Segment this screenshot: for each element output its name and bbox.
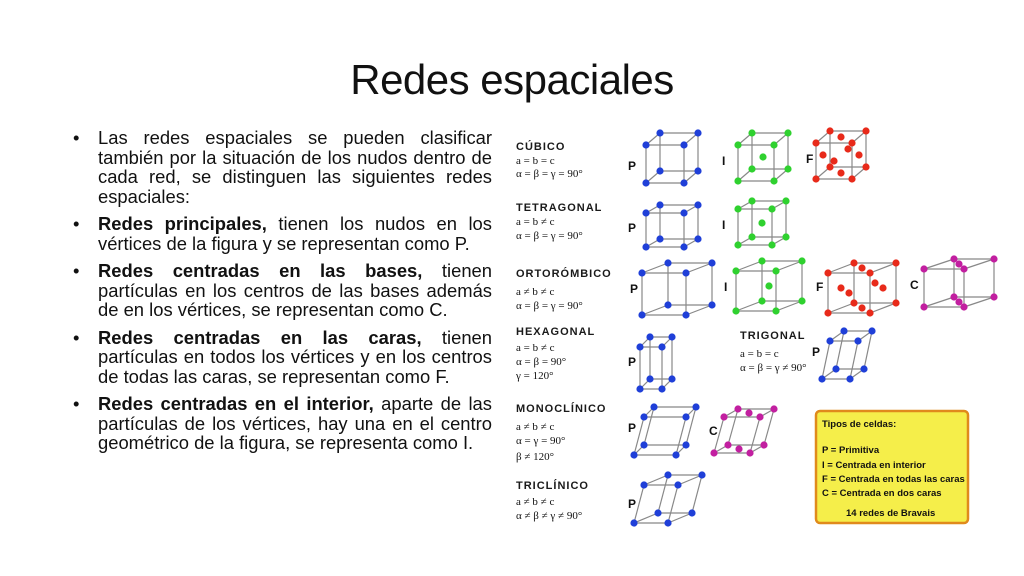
lattice-node — [848, 139, 855, 146]
lattice-node — [955, 260, 962, 267]
cell-edge — [776, 261, 802, 271]
cell-edge — [686, 305, 712, 315]
lattice-node — [845, 289, 852, 296]
lattice-node — [732, 307, 739, 314]
legend-box — [816, 411, 968, 523]
system-name: MONOCLÍNICO — [516, 403, 607, 415]
system-eq: α = β = γ = 90° — [516, 300, 583, 312]
lattice-node — [830, 157, 837, 164]
lattice-node — [638, 311, 645, 318]
lattice-node — [846, 375, 853, 382]
cell-edge — [924, 259, 954, 269]
cell-monoclinic-p — [630, 403, 699, 458]
lattice-node — [658, 343, 665, 350]
lattice-node — [860, 365, 867, 372]
cell-tag: I — [724, 280, 728, 294]
legend-footer: 14 redes de Bravais — [846, 508, 936, 519]
lattice-node — [818, 375, 825, 382]
lattice-node — [826, 127, 833, 134]
system-eq: β ≠ 120° — [516, 451, 555, 463]
lattice-node — [656, 167, 663, 174]
cell-edge — [964, 297, 994, 307]
lattice-node — [862, 163, 869, 170]
lattice-node — [765, 282, 772, 289]
cell-cubic-p — [642, 129, 701, 186]
bravais-lattice-figure — [510, 125, 1000, 540]
cell-tag: P — [628, 355, 637, 369]
lattice-node — [664, 259, 671, 266]
cell-cubic-i — [734, 129, 791, 184]
cell-hexagonal-p — [636, 333, 675, 392]
cell-triclinic-p — [630, 471, 705, 526]
cell-monoclinic-c — [710, 405, 777, 456]
cell-trigonal-p — [818, 327, 875, 382]
lattice-node — [748, 129, 755, 136]
lattice-node — [782, 197, 789, 204]
lattice-node — [759, 153, 766, 160]
lattice-node — [784, 165, 791, 172]
cell-tag: I — [722, 218, 726, 232]
lattice-node — [824, 309, 831, 316]
cell-tag: P — [812, 345, 821, 359]
lattice-node — [720, 413, 727, 420]
lattice-node — [642, 209, 649, 216]
lattice-node — [837, 169, 844, 176]
lattice-node — [868, 327, 875, 334]
lattice-node — [656, 129, 663, 136]
cell-cubic-f — [812, 127, 869, 182]
lattice-node — [638, 269, 645, 276]
lattice-node — [658, 385, 665, 392]
lattice-node — [858, 304, 865, 311]
lattice-node — [694, 129, 701, 136]
lattice-node — [758, 219, 765, 226]
cell-edge — [776, 301, 802, 311]
cell-edge — [668, 485, 678, 523]
lattice-node — [770, 405, 777, 412]
system-eq: α = β = γ = 90° — [516, 168, 583, 180]
system-eq: a = b ≠ c — [516, 216, 555, 228]
cell-tag: P — [628, 421, 637, 435]
bullet-bold: Redes principales, — [98, 213, 267, 234]
lattice-node — [866, 309, 873, 316]
system-eq: a = b = c — [516, 155, 555, 167]
lattice-node — [682, 441, 689, 448]
system-name: TETRAGONAL — [516, 202, 603, 214]
lattice-node — [812, 139, 819, 146]
lattice-node — [688, 509, 695, 516]
cell-edge — [642, 263, 668, 273]
lattice-node — [656, 235, 663, 242]
lattice-node — [682, 413, 689, 420]
cell-edge — [668, 513, 692, 523]
cell-orthorhombic-i — [732, 257, 805, 314]
lattice-node — [734, 241, 741, 248]
bullet-item — [70, 128, 492, 206]
lattice-node — [642, 179, 649, 186]
lattice-node — [674, 481, 681, 488]
lattice-node — [758, 297, 765, 304]
lattice-node — [770, 177, 777, 184]
lattice-node — [680, 179, 687, 186]
lattice-node — [782, 233, 789, 240]
bullet-list — [70, 128, 492, 461]
lattice-node — [734, 405, 741, 412]
lattice-node — [654, 509, 661, 516]
lattice-node — [708, 259, 715, 266]
system-name: TRICLÍNICO — [516, 480, 589, 492]
lattice-node — [682, 311, 689, 318]
lattice-node — [642, 141, 649, 148]
lattice-node — [668, 333, 675, 340]
cell-edge — [870, 303, 896, 313]
lattice-node — [832, 365, 839, 372]
lattice-node — [640, 413, 647, 420]
lattice-node — [990, 255, 997, 262]
lattice-node — [735, 445, 742, 452]
cell-orthorhombic-c — [920, 255, 997, 310]
bullet-text: tienen partículas en todos los vértices y en los centros de todas las caras, se representan como F. — [98, 326, 493, 387]
lattice-node — [694, 235, 701, 242]
system-eq: a = b ≠ c — [516, 342, 555, 354]
cell-edge — [686, 263, 712, 273]
cell-edge — [678, 475, 702, 485]
cell-edge — [850, 341, 858, 379]
lattice-node — [855, 151, 862, 158]
lattice-node — [694, 201, 701, 208]
lattice-node — [858, 264, 865, 271]
system-eq: α = β = γ = 90° — [516, 230, 583, 242]
bullet-dot-icon: • — [73, 326, 80, 348]
lattice-node — [819, 151, 826, 158]
cell-edge — [964, 259, 994, 269]
lattice-node — [680, 209, 687, 216]
lattice-node — [837, 133, 844, 140]
lattice-node — [664, 301, 671, 308]
lattice-node — [710, 449, 717, 456]
lattice-node — [758, 257, 765, 264]
lattice-node — [850, 259, 857, 266]
lattice-node — [664, 519, 671, 526]
legend-title: Tipos de celdas: — [822, 419, 897, 430]
lattice-node — [724, 441, 731, 448]
lattice-node — [866, 269, 873, 276]
lattice-node — [854, 337, 861, 344]
lattice-node — [871, 279, 878, 286]
lattice-node — [748, 197, 755, 204]
cell-edge — [870, 263, 896, 273]
lattice-node — [642, 243, 649, 250]
cell-tag: I — [722, 154, 726, 168]
lattice-node — [760, 441, 767, 448]
legend-line: I = Centrada en interior — [822, 460, 926, 471]
lattice-node — [892, 259, 899, 266]
lattice-node — [879, 284, 886, 291]
lattice-node — [640, 441, 647, 448]
system-name: ORTORÓMBICO — [516, 268, 612, 280]
bullet-item — [70, 328, 492, 387]
cell-edge — [828, 263, 854, 273]
cell-edge — [836, 331, 844, 369]
cell-edge — [864, 331, 872, 369]
lattice-node — [694, 167, 701, 174]
lattice-node — [650, 403, 657, 410]
lattice-node — [768, 205, 775, 212]
bullet-bold: Redes centradas en las caras, — [98, 326, 422, 348]
cell-orthorhombic-f — [824, 259, 899, 316]
cell-edge — [822, 341, 830, 379]
cell-tetragonal-p — [642, 201, 701, 250]
cell-tag: C — [910, 278, 919, 292]
bullet-item — [70, 394, 492, 453]
lattice-node — [746, 449, 753, 456]
lattice-node — [748, 165, 755, 172]
cell-orthorhombic-p — [638, 259, 715, 318]
lattice-node — [630, 519, 637, 526]
cell-edge — [658, 475, 668, 513]
lattice-node — [640, 481, 647, 488]
bullet-text: aparte de las partículas de los vértices, hay una en el centro geométrico de la figura, se representa como I. — [98, 393, 492, 453]
lattice-node — [837, 284, 844, 291]
system-eq: α = γ = 90° — [516, 435, 566, 447]
lattice-node — [812, 175, 819, 182]
cell-tag: P — [630, 282, 639, 296]
cell-edge — [642, 305, 668, 315]
bullet-bold: Redes centradas en el interior, — [98, 393, 374, 414]
bullet-item — [70, 214, 492, 253]
system-eq: a = b = c — [740, 348, 779, 360]
lattice-node — [862, 127, 869, 134]
lattice-node — [682, 269, 689, 276]
lattice-node — [772, 267, 779, 274]
system-eq: a ≠ b ≠ c — [516, 421, 555, 433]
cell-edge — [924, 297, 954, 307]
system-eq: a ≠ b ≠ c — [516, 286, 555, 298]
legend-line: F = Centrada en todas las caras — [822, 474, 965, 485]
lattice-node — [680, 243, 687, 250]
lattice-node — [772, 307, 779, 314]
lattice-node — [734, 141, 741, 148]
bullet-dot-icon: • — [73, 393, 80, 414]
cell-edge — [644, 475, 668, 485]
cell-tag: F — [806, 152, 814, 166]
cell-edge — [634, 513, 658, 523]
lattice-node — [734, 177, 741, 184]
lattice-node — [680, 141, 687, 148]
lattice-node — [920, 303, 927, 310]
system-eq: a ≠ b ≠ c — [516, 496, 555, 508]
bullet-item — [70, 261, 492, 320]
lattice-node — [668, 375, 675, 382]
lattice-node — [798, 257, 805, 264]
lattice-node — [732, 267, 739, 274]
lattice-node — [656, 201, 663, 208]
lattice-node — [892, 299, 899, 306]
lattice-node — [734, 205, 741, 212]
bullet-text: tienen partículas en los centros de las bases además de en los vértices, se representan como C. — [98, 260, 493, 320]
lattice-node — [840, 327, 847, 334]
lattice-node — [955, 298, 962, 305]
lattice-node — [698, 471, 705, 478]
cell-tag: C — [709, 424, 718, 438]
legend-line: C = Centrada en dos caras — [822, 488, 942, 499]
system-eq: γ = 120° — [516, 370, 554, 382]
cell-tag: P — [628, 159, 637, 173]
cell-tag: P — [628, 221, 637, 235]
legend-line: P = Primitiva — [822, 445, 880, 456]
lattice-node — [646, 375, 653, 382]
lattice-node — [630, 451, 637, 458]
bullet-text: tienen los nudos en los vértices de la figura y se representan como P. — [98, 213, 492, 254]
lattice-node — [770, 141, 777, 148]
lattice-node — [636, 385, 643, 392]
lattice-node — [745, 409, 752, 416]
lattice-node — [756, 413, 763, 420]
system-name: CÚBICO — [516, 141, 566, 153]
lattice-node — [664, 471, 671, 478]
system-name: HEXAGONAL — [516, 326, 596, 338]
cell-edge — [828, 303, 854, 313]
system-eq: α ≠ β ≠ γ ≠ 90° — [516, 510, 583, 522]
bullet-text: Las redes espaciales se pueden clasificar también por la situación de los nudos dentro de cada red, se distinguen las siguientes redes espaciales: — [98, 127, 492, 207]
bullet-bold: Redes centradas en las bases, — [98, 260, 423, 281]
lattice-node — [646, 333, 653, 340]
bullet-dot-icon: • — [73, 260, 80, 281]
cell-tag: F — [816, 280, 824, 294]
lattice-node — [798, 297, 805, 304]
lattice-node — [848, 175, 855, 182]
bullet-dot-icon: • — [73, 127, 80, 148]
lattice-node — [672, 451, 679, 458]
lattice-node — [692, 403, 699, 410]
lattice-node — [824, 269, 831, 276]
lattice-node — [850, 299, 857, 306]
lattice-node — [748, 233, 755, 240]
system-name: TRIGONAL — [740, 330, 806, 342]
cell-edge — [736, 261, 762, 271]
lattice-node — [826, 163, 833, 170]
cell-edge — [736, 301, 762, 311]
system-eq: α = β = 90° — [516, 356, 567, 368]
system-eq: α = β = γ ≠ 90° — [740, 362, 807, 374]
lattice-node — [990, 293, 997, 300]
lattice-node — [784, 129, 791, 136]
lattice-node — [844, 145, 851, 152]
lattice-node — [768, 241, 775, 248]
cell-edge — [692, 475, 702, 513]
lattice-node — [708, 301, 715, 308]
slide-title: Redes espaciales — [350, 56, 674, 103]
lattice-node — [920, 265, 927, 272]
cell-tag: P — [628, 497, 637, 511]
lattice-node — [826, 337, 833, 344]
lattice-node — [636, 343, 643, 350]
cell-tetragonal-i — [734, 197, 789, 248]
bullet-dot-icon: • — [73, 213, 80, 234]
